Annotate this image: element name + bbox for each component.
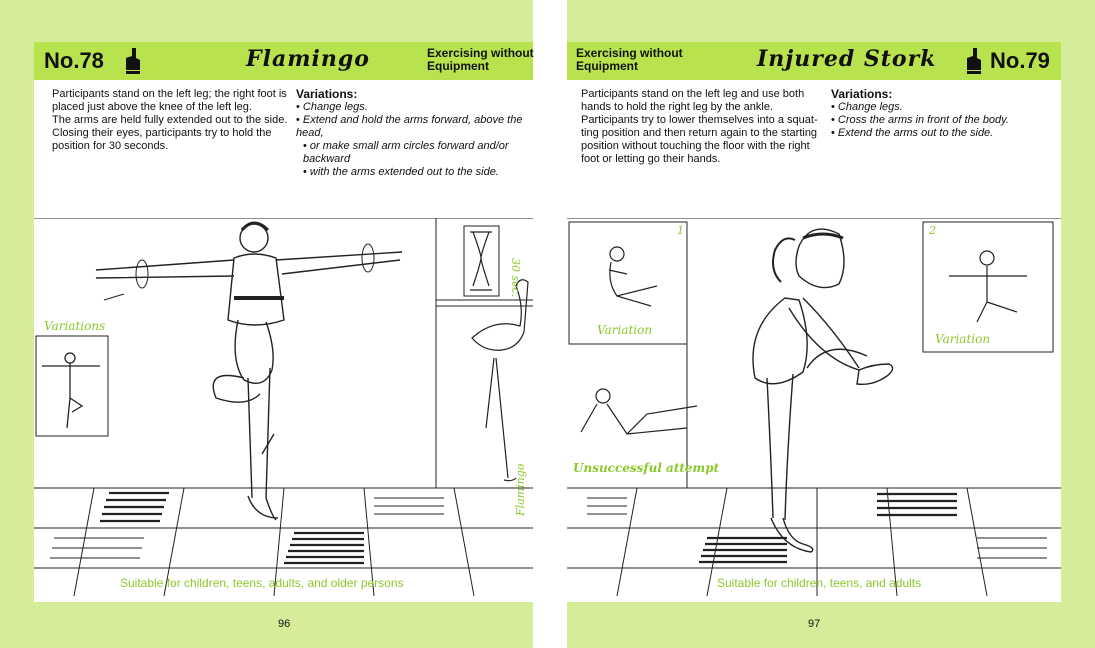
pointing-hand-icon: [965, 46, 985, 76]
flamingo-label: Flamingo: [514, 463, 527, 516]
description-line: position for 30 seconds.: [52, 140, 169, 152]
variations-heading: Variations:: [296, 87, 358, 101]
exercise-description: [581, 88, 831, 166]
variations-block: [831, 88, 1057, 140]
exercise-title: Flamingo: [246, 46, 370, 72]
exercise-description: [52, 88, 302, 153]
pointing-hand-icon: [124, 46, 144, 76]
exercise-card-78: [34, 42, 533, 602]
page-number: 96: [278, 618, 291, 630]
variation-label-2: Variation: [935, 332, 991, 346]
panel-2-number: 2: [929, 224, 936, 237]
variation-label-1: Variation: [597, 323, 653, 337]
panel-1-number: 1: [677, 224, 684, 237]
variations-label: Variations: [44, 319, 106, 333]
header-bar: [567, 42, 1061, 80]
unsuccessful-attempt-label: Unsuccessful attempt: [573, 461, 720, 475]
description-line: Participants stand on the left leg; the right foot is: [52, 88, 287, 100]
description-line: Closing their eyes, participants try to hold the: [52, 127, 272, 139]
description-line: Participants stand on the left leg and use both: [581, 88, 805, 100]
variation-item: • Extend and hold the arms forward, above the head,: [296, 114, 528, 140]
exercise-category: Exercising without Equipment: [576, 46, 683, 73]
description-line: placed just above the knee of the left leg.: [52, 101, 252, 113]
seconds-label: 30 sec.: [509, 258, 522, 298]
injured-stork-illustration: [567, 218, 1061, 596]
variation-item: • Cross the arms in front of the body.: [831, 114, 1057, 127]
description-line: ting position and then return again to the starting: [581, 127, 818, 139]
description-line: foot or letting go their hands.: [581, 153, 721, 165]
variations-block: [296, 88, 528, 179]
variation-item: • Extend the arms out to the side.: [831, 127, 1057, 140]
exercise-category: Exercising without Equipment: [427, 46, 534, 73]
variation-item: • or make small arm circles forward and/or backward: [296, 140, 528, 166]
exercise-number: No.79: [990, 48, 1050, 73]
exercise-number: No.78: [44, 48, 104, 73]
page-96: [0, 0, 533, 648]
book-gutter: [533, 0, 567, 648]
page-97: [567, 0, 1095, 648]
exercise-card-79: [567, 42, 1061, 602]
description-line: hands to hold the right leg by the ankle.: [581, 101, 774, 113]
suitable-for: Suitable for children, teens, adults, and older persons: [120, 576, 404, 590]
header-bar: [34, 42, 533, 80]
flamingo-illustration: [34, 218, 533, 596]
description-line: Participants try to lower themselves into a squat-: [581, 114, 818, 126]
description-line: The arms are held fully extended out to the side.: [52, 114, 288, 126]
description-line: position without touching the floor with the right: [581, 140, 810, 152]
variation-item: • Change legs.: [831, 101, 1057, 114]
variation-item: • with the arms extended out to the side.: [296, 166, 528, 179]
suitable-for: Suitable for children, teens, and adults: [717, 576, 922, 590]
variations-heading: Variations:: [831, 87, 893, 101]
exercise-title: Injured Stork: [757, 46, 937, 72]
variation-item: • Change legs.: [296, 101, 528, 114]
page-number: 97: [808, 618, 821, 630]
